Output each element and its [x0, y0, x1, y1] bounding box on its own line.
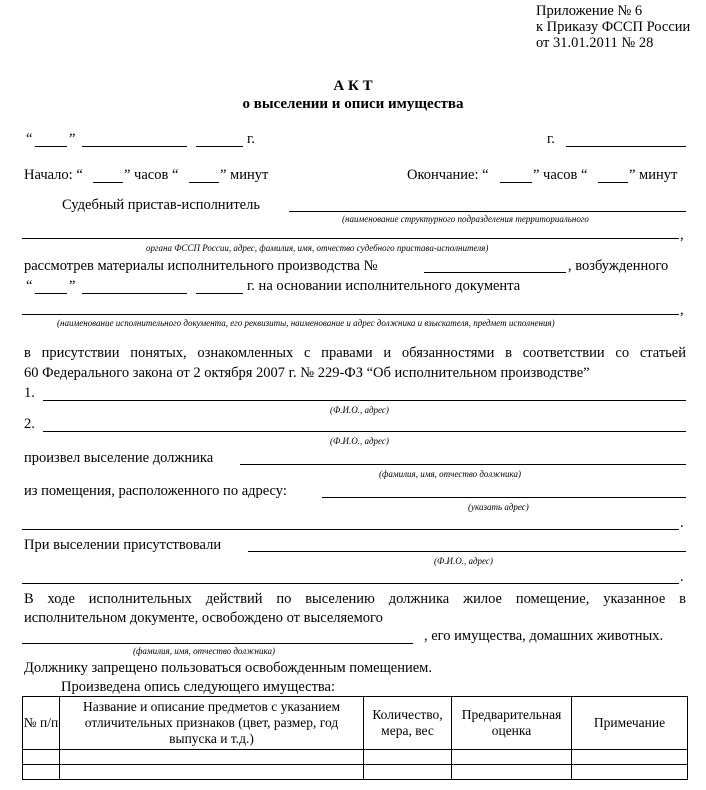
appendix-line-3: от 31.01.2011 № 28 [536, 35, 654, 51]
start-label: Начало: “ [24, 167, 83, 183]
bailiff-field-2[interactable] [22, 238, 679, 239]
premises-label: из помещения, расположенного по адресу: [24, 483, 287, 499]
premises-address-field[interactable] [322, 497, 686, 498]
date-year-suffix: г. [247, 131, 255, 147]
col-header-note: Примечание [572, 697, 688, 750]
col-header-valuation: Предварительная оценка [452, 697, 572, 750]
proceedings-day-field[interactable] [35, 293, 67, 294]
proceedings-close-quote: ” [69, 278, 76, 294]
table-row [23, 765, 688, 780]
date-month-field[interactable] [82, 146, 187, 147]
document-title: А К Т [333, 78, 373, 94]
table-row [23, 750, 688, 765]
eviction-label: произвел выселение должника [24, 450, 214, 466]
proceedings-year-field[interactable] [196, 293, 243, 294]
end-hours-field[interactable] [500, 182, 532, 183]
start-minutes-label: ” минут [220, 167, 269, 183]
witness-2-hint: (Ф.И.О., адрес) [330, 436, 389, 446]
document-subtitle: о выселении и описи имущества [242, 96, 464, 112]
inventory-intro: Произведена опись следующего имущества: [61, 679, 336, 695]
table-header-row [23, 697, 688, 750]
proceedings-open-quote: “ [26, 278, 33, 294]
writ-comma: , [680, 302, 684, 318]
table-cell[interactable] [572, 765, 688, 780]
course-line-2: исполнительном документе, освобождено от выселяемого [24, 610, 383, 626]
bailiff-field[interactable] [289, 211, 686, 212]
writ-field[interactable] [22, 314, 679, 315]
date-open-quote: “ [26, 131, 33, 147]
col-header-quantity: Количество, мера, вес [364, 697, 452, 750]
eviction-debtor-field[interactable] [240, 464, 686, 465]
bailiff-hint-2: органа ФССП России, адрес, фамилия, имя, отчество судебного пристава-исполнителя) [146, 243, 489, 253]
present-hint: (Ф.И.О., адрес) [434, 556, 493, 566]
present-field-2[interactable] [22, 583, 679, 584]
course-line-1: В ходе исполнительных действий по выселению должника жилое помещение, указанное в [24, 591, 686, 607]
bailiff-label: Судебный пристав-исполнитель [62, 197, 260, 213]
end-minutes-field[interactable] [598, 182, 628, 183]
table-cell[interactable] [23, 765, 60, 780]
course-hint: (фамилия, имя, отчество должника) [133, 646, 275, 656]
table-cell[interactable] [452, 750, 572, 765]
appendix-line-1: Приложение № 6 [536, 3, 643, 19]
prohibited-text: Должнику запрещено пользоваться освобожденным помещением. [24, 660, 432, 676]
proceedings-basis: г. на основании исполнительного документа [247, 278, 521, 294]
course-debtor-field[interactable] [22, 643, 413, 644]
end-minutes-label: ” минут [629, 167, 678, 183]
table-cell[interactable] [60, 750, 364, 765]
date-day-field[interactable] [35, 146, 67, 147]
table-cell[interactable] [23, 750, 60, 765]
witnesses-paragraph-1: в присутствии понятых, ознакомленных с правами и обязанностями в соответствии со статьей [24, 345, 686, 361]
end-hours-label: ” часов “ [533, 167, 588, 183]
table-cell[interactable] [572, 750, 688, 765]
witnesses-paragraph-2: 60 Федерального закона от 2 октября 2007 г. № 229-ФЗ “Об исполнительном производстве” [24, 365, 590, 381]
present-label: При выселении присутствовали [24, 537, 222, 553]
witness-2-number: 2. [24, 416, 35, 432]
table-cell[interactable] [60, 765, 364, 780]
witness-1-hint: (Ф.И.О., адрес) [330, 405, 389, 415]
start-minutes-field[interactable] [189, 182, 219, 183]
writ-hint: (наименование исполнительного документа, его реквизиты, наименование и адрес должника и взыскателя, предмет исполнения) [57, 318, 555, 328]
col-header-description: Название и описание предметов с указанием отличительных признаков (цвет, размер, год выпуска и т.д.) [60, 697, 364, 750]
premises-dot: . [680, 515, 684, 531]
col-header-number: № п/п [23, 697, 60, 750]
witness-1-number: 1. [24, 385, 35, 401]
table-cell[interactable] [364, 765, 452, 780]
proceedings-number-field[interactable] [424, 272, 566, 273]
bailiff-hint-1: (наименование структурного подразделения территориального [342, 214, 589, 224]
start-hours-field[interactable] [93, 182, 123, 183]
eviction-hint: (фамилия, имя, отчество должника) [379, 469, 521, 479]
bailiff-comma: , [680, 227, 684, 243]
premises-address-field-2[interactable] [22, 529, 679, 530]
proceedings-month-field[interactable] [82, 293, 187, 294]
present-field[interactable] [248, 551, 686, 552]
date-close-quote: ” [69, 131, 76, 147]
witness-1-field[interactable] [43, 400, 686, 401]
proceedings-initiated: , возбужденного [568, 258, 669, 274]
date-year-field[interactable] [196, 146, 243, 147]
proceedings-label: рассмотрев материалы исполнительного производства № [24, 258, 378, 274]
start-hours-label: ” часов “ [124, 167, 179, 183]
table-cell[interactable] [452, 765, 572, 780]
table-cell[interactable] [364, 750, 452, 765]
witness-2-field[interactable] [43, 431, 686, 432]
premises-hint: (указать адрес) [468, 502, 529, 512]
inventory-table [22, 696, 688, 780]
city-prefix: г. [547, 131, 555, 147]
course-tail: , его имущества, домашних животных. [424, 628, 664, 644]
appendix-line-2: к Приказу ФССП России [536, 19, 691, 35]
present-dot: . [680, 569, 684, 585]
city-field[interactable] [566, 146, 686, 147]
end-label: Окончание: “ [407, 167, 489, 183]
